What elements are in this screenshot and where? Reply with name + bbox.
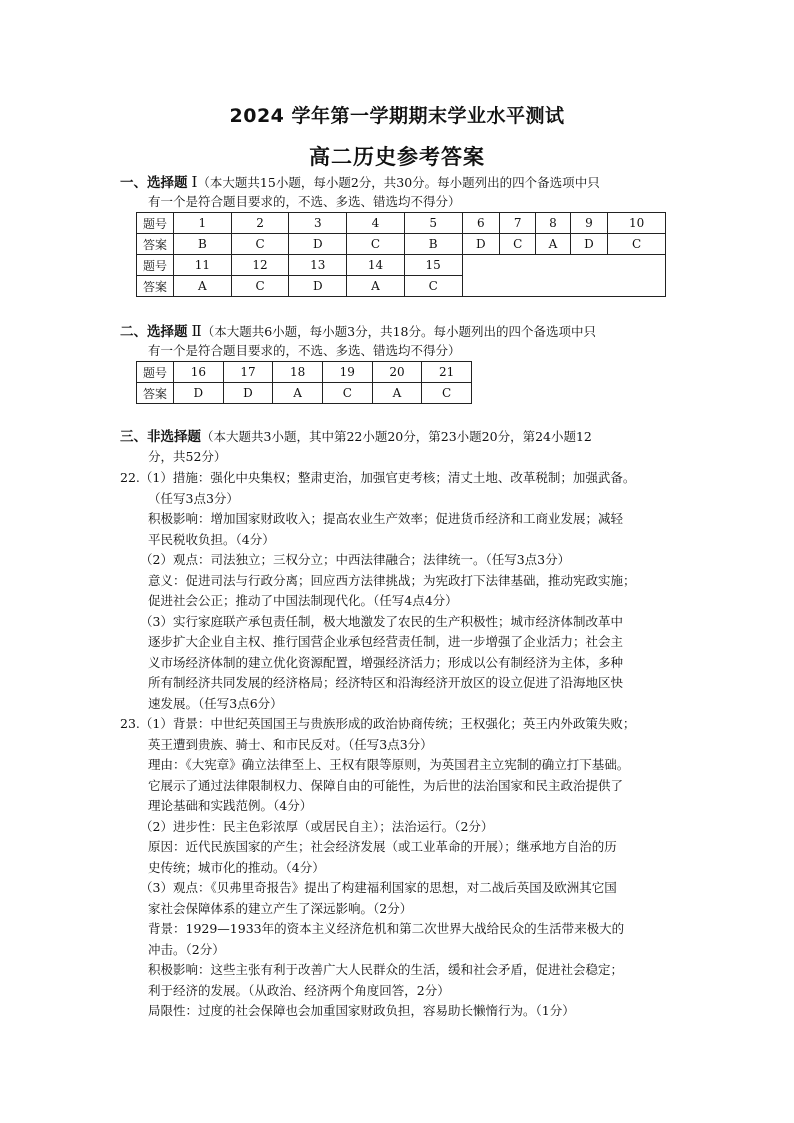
- a-cell: D: [570, 234, 608, 255]
- answer-line: 史传统；城市化的推动。（4分）: [148, 859, 325, 875]
- answer-line: 它展示了通过法律限制权力、保障自由的可能性，为后世的法治国家和民主政治提供了: [148, 777, 624, 793]
- a-cell: A: [536, 234, 570, 255]
- q-cell: 15: [404, 255, 462, 276]
- blank-cell: [462, 255, 665, 297]
- table-row: [137, 362, 472, 383]
- answer-line: 平民税收负担。（4分）: [148, 531, 275, 547]
- answer-line: （3）实行家庭联产承包责任制，极大地激发了农民的生产积极性；城市经济体制改革中: [140, 613, 623, 629]
- table-row: [137, 234, 666, 255]
- q-cell: 21: [422, 362, 472, 383]
- answer-line: 积极影响：增加国家财政收入；提高农业生产效率；促进货币经济和工商业发展；减轻: [148, 511, 624, 526]
- q-cell: 16: [174, 362, 224, 383]
- answer-line: 所有制经济共同发展的经济格局；经济特区和沿海经济开放区的设立促进了沿海地区快: [148, 675, 624, 690]
- q-cell: 17: [223, 362, 273, 383]
- a-cell: A: [174, 276, 232, 297]
- a-cell: D: [289, 276, 347, 297]
- q-cell: 4: [347, 213, 405, 234]
- answer-line: 速发展。（任写3点6分）: [148, 695, 283, 711]
- q-cell: 5: [404, 213, 462, 234]
- a-cell: C: [422, 383, 472, 404]
- answer-line: 英王遭到贵族、骑士、和市民反对。（任写3点3分）: [148, 736, 433, 752]
- section2-header: [120, 321, 596, 343]
- q-cell: 12: [231, 255, 289, 276]
- a-cell: C: [347, 234, 405, 255]
- q-cell: 10: [608, 213, 666, 234]
- a-cell: A: [273, 383, 323, 404]
- q-cell: 9: [570, 213, 608, 234]
- answer-line: 冲击。（2分）: [148, 941, 225, 957]
- a-cell: C: [500, 234, 536, 255]
- q-cell: 8: [536, 213, 570, 234]
- q-cell: 18: [273, 362, 323, 383]
- label-cell: 题号: [137, 213, 174, 234]
- answer-line: 理论基础和实践范例。（4分）: [148, 798, 313, 813]
- answer-line: 利于经济的发展。（从政治、经济两个角度回答，2分）: [148, 982, 450, 998]
- section2-roman: Ⅱ: [191, 322, 202, 340]
- label-cell: 答案: [137, 383, 174, 404]
- answer-line: 局限性：过度的社会保障也会加重国家财政负担，容易助长懒惰行为。（1分）: [148, 1003, 575, 1018]
- a-cell: C: [231, 276, 289, 297]
- answer-line: （3）观点：《贝弗里奇报告》提出了构建福利国家的思想，对二战后英国及欧洲其它国: [140, 880, 617, 895]
- label-cell: 答案: [137, 234, 174, 255]
- q-cell: 19: [322, 362, 372, 383]
- answer-line: （任写3点3分）: [148, 490, 239, 506]
- section2-answer-table: [136, 361, 472, 404]
- a-cell: D: [462, 234, 500, 255]
- section1-header: [120, 172, 600, 194]
- q-cell: 7: [500, 213, 536, 234]
- section3-desc2: 分，共52分）: [148, 449, 227, 464]
- q-cell: 20: [372, 362, 422, 383]
- q-cell: 1: [174, 213, 232, 234]
- answer-line: 家社会保障体系的建立产生了深远影响。（2分）: [148, 900, 413, 916]
- answer-line: （2）观点：司法独立；三权分立；中西法律融合；法律统一。（任写3点3分）: [140, 552, 571, 567]
- q-cell: 3: [289, 213, 347, 234]
- table-row: [137, 255, 666, 276]
- answer-line: 理由：《大宪章》确立法律至上、王权有限等原则，为英国君主立宪制的确立打下基础。: [148, 757, 630, 772]
- section1-roman: Ⅰ: [191, 173, 198, 191]
- section3-heading: 三、非选择题: [120, 429, 201, 445]
- a-cell: C: [231, 234, 289, 255]
- answer-line: 意义：促进司法与行政分离；回应西方法律挑战；为宪政打下法律基础，推动宪政实施；: [148, 572, 636, 588]
- answer-line: 背景：1929—1933年的资本主义经济危机和第二次世界大战给民众的生活带来极大的: [148, 921, 625, 936]
- answer-line: 义市场经济体制的建立优化资源配置，增强经济活力；形成以公有制经济为主体，多种: [148, 654, 624, 670]
- q-cell: 11: [174, 255, 232, 276]
- section1-heading: 一、选择题: [120, 175, 188, 191]
- section1-answer-table: [136, 212, 666, 297]
- q-cell: 6: [462, 213, 500, 234]
- a-cell: A: [372, 383, 422, 404]
- a-cell: C: [608, 234, 666, 255]
- a-cell: C: [404, 276, 462, 297]
- answer-line: 逐步扩大企业自主权、推行国营企业承包经营责任制，进一步增强了企业活力；社会主: [148, 634, 624, 649]
- a-cell: D: [289, 234, 347, 255]
- answer-key-title: 高二历史参考答案: [309, 145, 485, 169]
- section3-header: [120, 427, 592, 448]
- exam-title: 2024 学年第一学期期末学业水平测试: [229, 105, 565, 127]
- answer-line: 促进社会公正；推动了中国法制现代化。（任写4点4分）: [148, 593, 458, 608]
- answer-line: （2）进步性：民主色彩浓厚（或居民自主）；法治运行。（2分）: [140, 818, 494, 834]
- section2-desc1: （本大题共6小题，每小题3分，共18分。每小题列出的四个备选项中只: [201, 324, 597, 339]
- label-cell: 答案: [137, 276, 174, 297]
- label-cell: 题号: [137, 362, 174, 383]
- answer-line: 23.（1）背景：中世纪英国国王与贵族形成的政治协商传统；王权强化；英王内外政策失败；: [120, 716, 636, 731]
- table-row: [137, 383, 472, 404]
- section2-desc2: 有一个是符合题目要求的，不选、多选、错选均不得分）: [148, 343, 461, 358]
- answer-text-block: [120, 468, 680, 1022]
- section2-heading: 二、选择题: [120, 324, 188, 340]
- section3-desc1: （本大题共3小题，其中第22小题20分，第23小题20分，第24小题12: [201, 429, 592, 444]
- a-cell: B: [174, 234, 232, 255]
- a-cell: D: [174, 383, 224, 404]
- answer-line: 原因：近代民族国家的产生；社会经济发展（或工业革命的开展）；继承地方自治的历: [148, 839, 617, 854]
- section1-desc1: （本大题共15小题，每小题2分，共30分。每小题列出的四个备选项中只: [197, 175, 600, 190]
- q-cell: 13: [289, 255, 347, 276]
- q-cell: 2: [231, 213, 289, 234]
- table-row: [137, 213, 666, 234]
- section1-desc2: 有一个是符合题目要求的，不选、多选、错选均不得分）: [148, 194, 461, 209]
- answer-line: 积极影响：这些主张有利于改善广大人民群众的生活，缓和社会矛盾，促进社会稳定；: [148, 962, 624, 977]
- label-cell: 题号: [137, 255, 174, 276]
- a-cell: A: [347, 276, 405, 297]
- answer-line: 22.（1）措施：强化中央集权；整肃吏治，加强官吏考核；清丈土地、改革税制；加强武备。: [120, 470, 636, 485]
- a-cell: C: [322, 383, 372, 404]
- q-cell: 14: [347, 255, 405, 276]
- a-cell: D: [223, 383, 273, 404]
- a-cell: B: [404, 234, 462, 255]
